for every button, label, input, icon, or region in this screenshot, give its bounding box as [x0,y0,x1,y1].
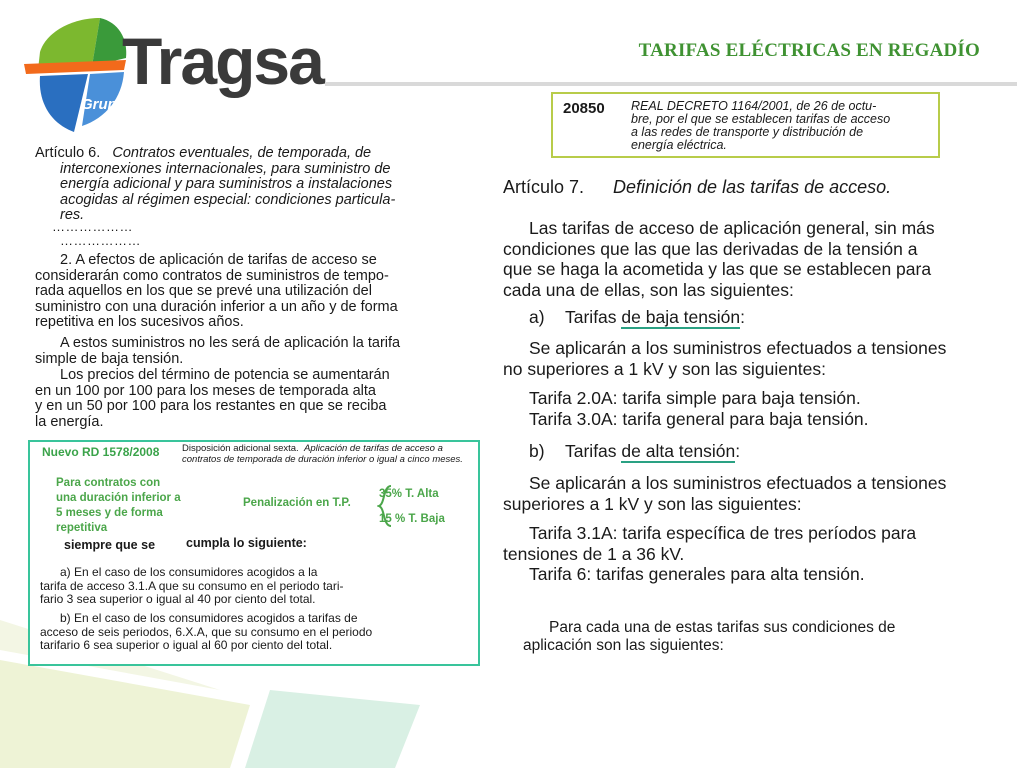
text-line: Se aplicarán a los suministros efectuados a tensiones [529,473,947,493]
rd-cumpla: cumpla lo siguiente: [186,536,307,550]
rd-disposition [182,444,472,465]
rd-item-a [40,566,464,607]
tariff-line: Tarifa 6: tarifas generales para alta tensión. [529,564,865,584]
rd-siempre: siempre que se [64,538,156,552]
title-divider [325,82,1017,86]
text-line: la energía. [35,413,104,430]
rd-disp-title: Aplicación de tarifas de acceso a contratos de temporada de duración inferior o igual a cinco meses. [182,443,463,465]
text-line: considerarán como contratos de suministros de tempo- [35,267,389,284]
article6-title: acogidas al régimen especial: condiciones particula- [60,191,396,208]
text-line: repetitiva en los sucesivos años. [35,314,244,330]
text-line: una duración inferior a [56,492,181,504]
decree-header-box [551,92,940,158]
text-line: condiciones que las que las derivadas de la tensión a [503,238,918,259]
article7-closing [523,619,987,655]
item-b-suffix: : [735,441,741,461]
item-a-label: a) [529,307,545,327]
text-line: cada una de ellas, son las siguientes: [503,279,794,300]
item-b-underlined: de alta tensión [621,441,736,461]
ellipsis-dots: ……………… [52,219,133,234]
article6-title: res. [60,207,85,223]
ellipsis-dots: ……………… [60,233,141,248]
item-a-tariffs [503,388,997,429]
rd-1578-box [28,440,480,666]
text-line: Para contratos con [56,477,161,489]
text-line: superiores a 1 kV y son las siguientes: [503,493,802,514]
rd-disp-heading: Disposición adicional sexta. [182,443,299,454]
text-line: que se haga la acometida y las que se establecen para [503,259,932,279]
text-line: acceso de seis periodos, 6.X.A, que su consumo en el periodo [40,624,373,639]
decree-title [631,100,929,152]
tariff-line: Tarifa 3.1A: tarifa específica de tres períodos para [529,523,917,543]
article6-title: Contratos eventuales, de temporada, de [112,145,372,161]
article6-para2 [35,253,469,331]
text-line: y en un 50 por 100 para los restantes en que se reciba [35,398,387,414]
item-b-tariffs [503,523,997,585]
decree-line: a las redes de transporte y distribución de [631,125,864,139]
text-line: Para cada una de estas tarifas sus condiciones de [549,619,896,636]
text-line: rada aquellos en los que se prevé una utilización del [35,283,372,299]
article6-para3 [35,336,469,367]
article6-para4 [35,368,469,430]
text-line: 2. A efectos de aplicación de tarifas de acceso se [60,252,377,268]
item-a-underlined: de baja tensión [621,307,741,327]
decree-line: energía eléctrica. [631,138,727,152]
item-a-suffix: : [740,307,745,327]
article7-intro [503,218,997,300]
text-line: A estos suministros no les será de aplicación la tarifa [60,335,401,351]
article7-heading [503,177,891,198]
text-line: fario 3 sea superior o igual al 40 por ciento del total. [40,592,316,606]
article7-title: Definición de las tarifas de acceso. [613,177,892,197]
text-line: tarifa de acceso 3.1.A que su consumo en el periodo tari- [40,578,344,593]
text-line: en un 100 por 100 para los meses de temporada alta [35,382,376,399]
penalty-baja: 15 % T. Baja [379,513,445,525]
article6-title: energía adicional y para suministros a instalaciones [60,176,393,192]
text-line: tarifario 6 sea superior o igual al 60 por ciento del total. [40,638,333,652]
rd-item-b [40,612,464,653]
brand-group-label: Grupo [81,96,126,113]
item-a-heading [529,307,745,328]
tariff-line: Tarifa 2.0A: tarifa simple para baja tensión. [529,388,861,408]
penalty-alta: 35% T. Alta [379,488,439,500]
item-b-heading [529,441,740,462]
item-b-prefix: Tarifas [565,441,622,461]
text-line: aplicación son las siguientes: [523,637,724,654]
text-line: b) En el caso de los consumidores acogidos a tarifas de [60,611,358,625]
decree-number: 20850 [563,100,605,117]
item-b-text [503,473,997,514]
text-line: Se aplicarán a los suministros efectuados a tensiones [529,338,947,358]
text-line: Las tarifas de acceso de aplicación general, sin más [529,218,935,238]
tariff-line: tensiones de 1 a 36 kV. [503,543,685,564]
decree-line: REAL DECRETO 1164/2001, de 26 de octu- [631,99,877,113]
brand-name: Tragsa [122,24,323,98]
slide-title: TARIFAS ELÉCTRICAS EN REGADÍO [638,40,980,61]
rd-label: Nuevo RD 1578/2008 [42,445,160,459]
text-line: repetitiva [56,522,108,534]
text-line: 5 meses y de forma [56,507,163,519]
article6-number: Artículo 6. [35,145,101,161]
text-line: Los precios del término de potencia se aumentarán [60,367,390,383]
text-line: a) En el caso de los consumidores acogidos a la [60,565,318,579]
article6-heading [35,146,469,224]
rd-contract-text [56,476,228,536]
item-b-label: b) [529,441,545,461]
tragsa-logo-icon [22,14,130,136]
tariff-line: Tarifa 3.0A: tarifa general para baja tensión. [529,408,869,429]
text-line: no superiores a 1 kV y son las siguientes: [503,358,826,379]
item-a-text [503,338,997,379]
item-a-prefix: Tarifas [565,307,622,327]
article7-number: Artículo 7. [503,177,585,197]
article6-title: interconexiones internacionales, para suministro de [60,160,391,177]
penalty-label: Penalización en T.P. [243,497,351,509]
decree-line: bre, por el que se establecen tarifas de acceso [631,112,891,126]
text-line: suministro con una duración inferior a un año y de forma [35,298,398,315]
text-line: simple de baja tensión. [35,350,184,367]
